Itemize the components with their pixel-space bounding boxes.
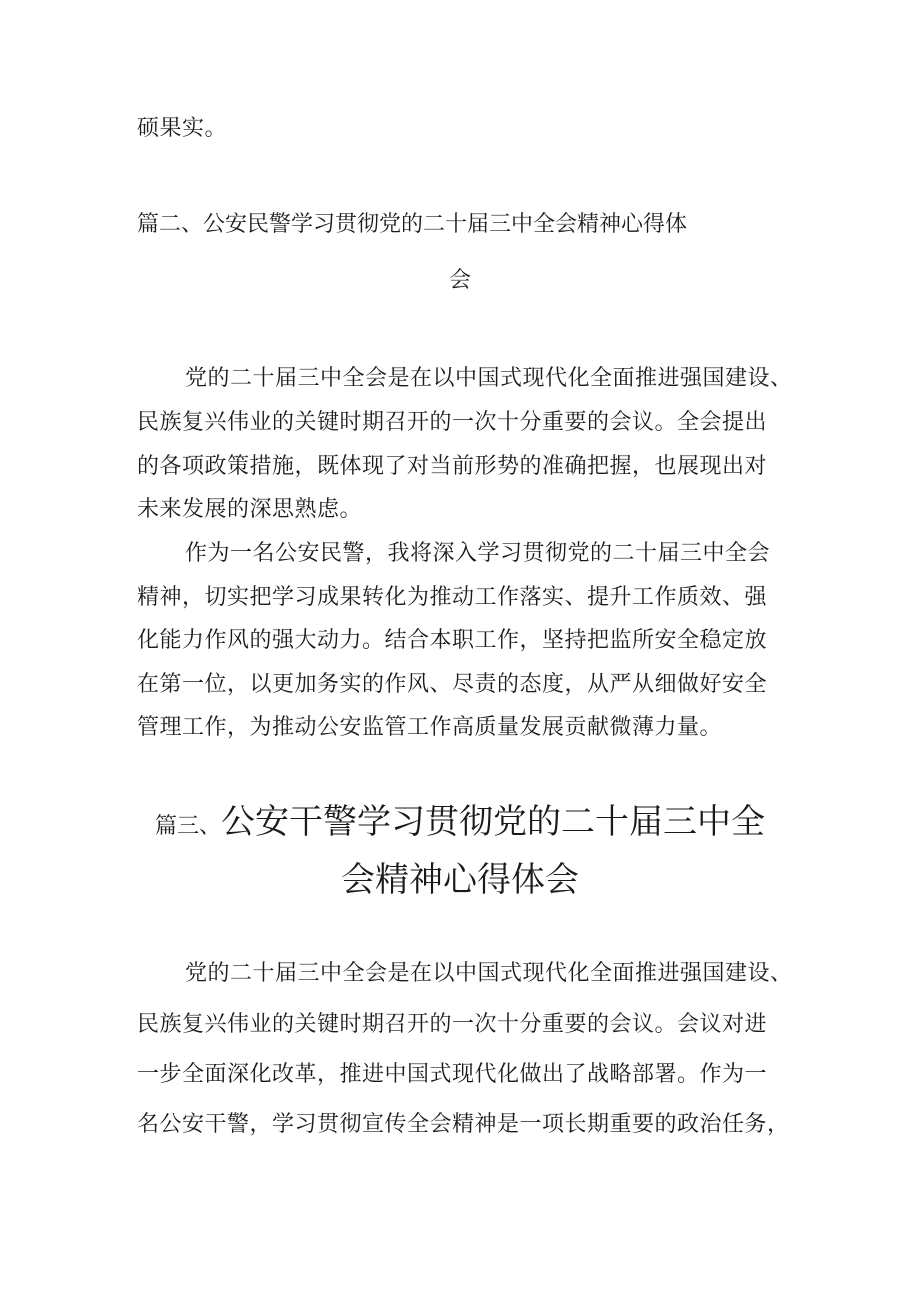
section2-p1-line: 党的二十届三中全会是在以中国式现代化全面推进强国建设、: [185, 366, 793, 391]
section2-p2-line: 在第一位，以更加务实的作风、尽责的态度，从严从细做好安全: [137, 672, 768, 697]
section3-title-text: 公安干警学习贯彻党的二十届三中全: [221, 802, 765, 842]
section3-title-line2: 会精神心得体会: [341, 860, 579, 900]
section3-title-line1: [0, 802, 920, 847]
section2-p1-line: 民族复兴伟业的关键时期召开的一次十分重要的会议。全会提出: [137, 410, 768, 435]
section2-p1-line: 的各项政策措施，既体现了对当前形势的准确把握，也展现出对: [137, 454, 768, 479]
section3-title-prefix: 篇三、: [154, 814, 221, 839]
continued-text: 硕果实。: [137, 116, 228, 141]
section3-p1-line: 民族复兴伟业的关键时期召开的一次十分重要的会议。会议对进: [137, 1012, 768, 1037]
section2-p1-line: 未来发展的深思熟虑。: [137, 497, 363, 522]
section2-p2-line: 管理工作，为推动公安监管工作高质量发展贡献微薄力量。: [137, 715, 723, 740]
section2-title-line1: 篇二、公安民警学习贯彻党的二十届三中全会精神心得体: [137, 212, 688, 237]
section3-p1-line: 名公安干警，学习贯彻宣传全会精神是一项长期重要的政治任务，: [137, 1112, 790, 1137]
section3-p1-line: 一步全面深化改革，推进中国式现代化做出了战略部署。作为一: [137, 1062, 768, 1087]
section2-p2-line: 化能力作风的强大动力。结合本职工作，坚持把监所安全稳定放: [137, 628, 768, 653]
section3-p1-line: 党的二十届三中全会是在以中国式现代化全面推进强国建设、: [185, 961, 793, 986]
section2-title-line2: 会: [448, 268, 471, 293]
section2-p2-line: 精神，切实把学习成果转化为推动工作落实、提升工作质效、强: [137, 585, 768, 610]
section2-p2-line: 作为一名公安民警，我将深入学习贯彻党的二十届三中全会: [185, 541, 771, 566]
